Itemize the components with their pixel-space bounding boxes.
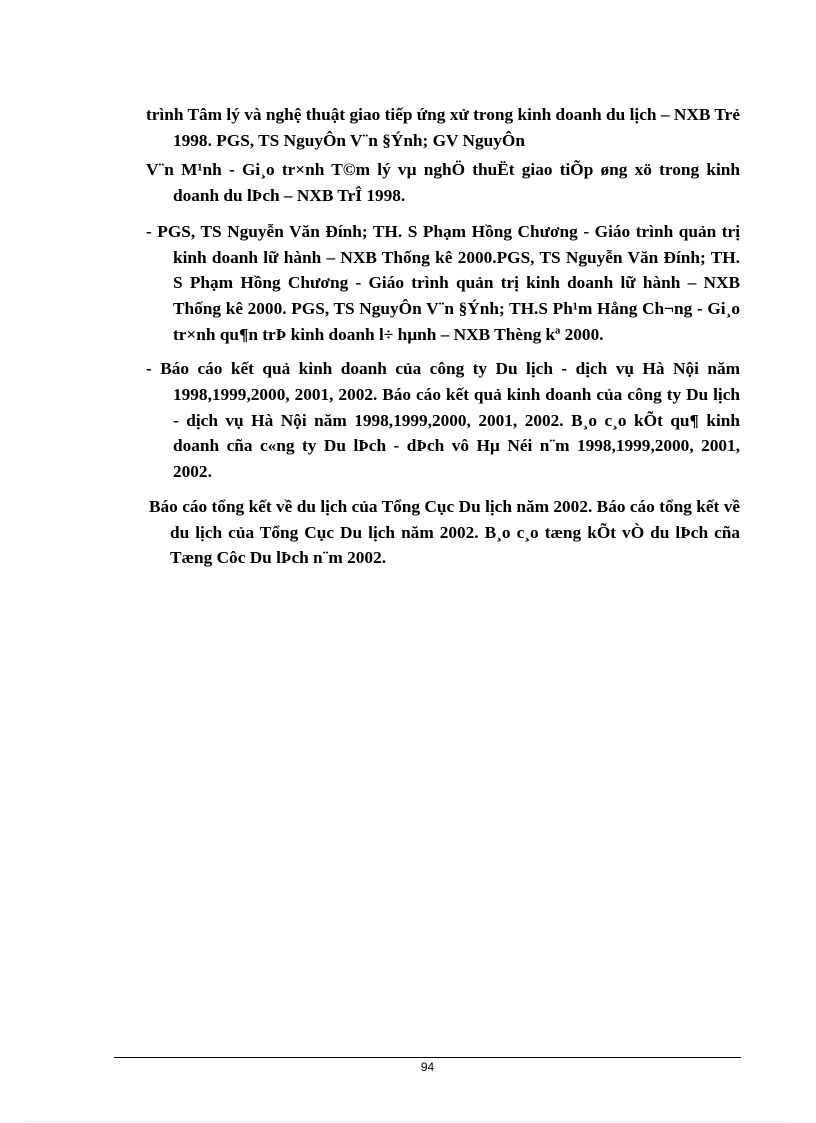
reference-paragraph-1: trình Tâm lý và nghệ thuật giao tiếp ứng xử trong kinh doanh du lịch – NXB Trẻ 1998. PGS, TS NguyÔn V¨n §Ýnh; GV NguyÔn [146,105,740,150]
reference-paragraph-2: V¨n M¹nh - Gi¸o tr×nh T©m lý vµ nghÖ thuËt giao tiÕp øng xö trong kinh doanh du lÞch – NXB TrÎ 1998. [146,160,740,206]
page-bottom-border [26,1121,790,1122]
page-number: 94 [420,1060,435,1074]
references-section [146,102,740,579]
footer-divider [114,1057,741,1058]
reference-paragraph-4: - Báo cáo kết quả kinh doanh của công ty Du lịch - dịch vụ Hà Nội năm 1998,1999,2000, 2001, 2002. Báo cáo kết quả kinh doanh của công ty Du lịch - dịch vụ Hà Nội năm 1998,1999,2000, 2001, 2002. B¸o c¸o kÕt qu¶ kinh doanh cña c«ng ty Du lÞch - dÞch vô Hµ Néi n¨m 1998,1999,2000, 2001, 2002. [146,359,740,482]
reference-paragraph-3: - PGS, TS Nguyễn Văn Đính; TH. S Phạm Hồng Chương - Giáo trình quản trị kinh doanh lữ hành – NXB Thống kê 2000.PGS, TS Nguyễn Văn Đính; TH. S Phạm Hồng Chương - Giáo trình quản trị kinh doanh lữ hành – NXB Thống kê 2000. PGS, TS NguyÔn V¨n §Ýnh; TH.S Ph¹m Hång Ch¬ng - Gi¸o tr×nh qu¶n trÞ kinh doanh l÷ hµnh – NXB Thèng kª 2000. [146,221,740,344]
reference-paragraph-5: Báo cáo tổng kết về du lịch của Tổng Cục Du lịch năm 2002. Báo cáo tổng kết về du lịch của Tổng Cục Du lịch năm 2002. B¸o c¸o tæng kÕt vÒ du lÞch cña Tæng Côc Du lÞch n¨m 2002. [149,496,740,568]
